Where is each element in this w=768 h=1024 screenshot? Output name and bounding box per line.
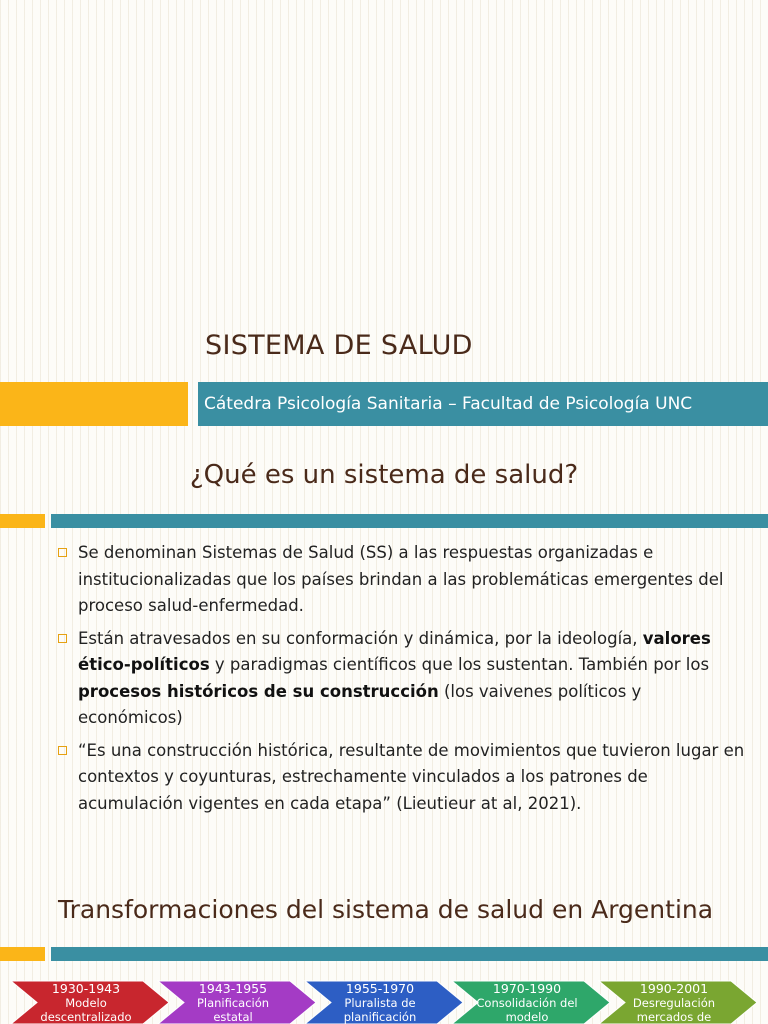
timeline-period: 1955-1970: [345, 981, 415, 996]
bullet-text-bold: procesos históricos de su construcción: [78, 681, 439, 701]
timeline-period: 1970-1990: [492, 981, 562, 996]
timeline-stage: [29, 981, 143, 1024]
timeline-label: Modelo descentralizado: [40, 996, 132, 1024]
bullet-list: [56, 540, 746, 823]
accent-strip-teal: [51, 514, 768, 528]
accent-bar-yellow: [0, 382, 188, 426]
timeline-label: Desregulación mercados de: [632, 996, 716, 1024]
timeline-stage: [323, 981, 437, 1024]
bullet-text: (los vaivenes políticos y económicos): [78, 681, 642, 727]
presentation-subtitle: Cátedra Psicología Sanitaria – Facultad de Psicología UNC: [204, 394, 693, 414]
bullet-text: “Es una construcción histórica, resultante de movimientos que tuvieron lugar en contextos y coyunturas, estrechamente vinculados a los patrones de acumulación vigentes en cada etapa” (Lieutieur at al, 2021).: [78, 740, 745, 813]
bullet-square-icon: [58, 634, 67, 643]
timeline-slide: [0, 865, 768, 1024]
timeline-label: Consolidación del modelo: [476, 996, 578, 1024]
slide-title: ¿Qué es un sistema de salud?: [189, 460, 579, 490]
bullet-text: Se denominan Sistemas de Salud (SS) a las respuestas organizadas e institucionalizadas que los países brindan a las problemáticas emergentes del proceso salud-enfermedad.: [78, 543, 724, 615]
timeline-label: Pluralista de planificación: [343, 996, 417, 1024]
presentation-title: SISTEMA DE SALUD: [205, 330, 473, 361]
bullet-square-icon: [58, 746, 67, 755]
timeline-label: Planificación estatal: [196, 996, 270, 1024]
bullet-item: [56, 738, 746, 818]
accent-strip-yellow: [0, 514, 45, 528]
bullet-text: Están atravesados en su conformación y dinámica, por la ideología,: [78, 628, 643, 648]
bullet-text: y paradigmas científicos que los sustentan. También por los: [209, 655, 710, 674]
timeline-stage: [470, 981, 584, 1024]
definition-slide: [0, 440, 768, 865]
bullet-item: [56, 626, 746, 732]
timeline-stage: [176, 981, 290, 1024]
timeline: [0, 865, 768, 1024]
subtitle-bar: [198, 382, 768, 426]
timeline-period: 1943-1955: [198, 981, 268, 996]
timeline-period: 1990-2001: [639, 981, 709, 996]
bullet-text-bold: valores ético-políticos: [78, 628, 711, 674]
timeline-stage: [617, 981, 731, 1024]
bullet-item: [56, 540, 746, 620]
bullet-square-icon: [58, 548, 67, 557]
slide-title: Transformaciones del sistema de salud en Argentina: [58, 895, 714, 924]
timeline-period: 1930-1943: [51, 981, 121, 996]
title-slide: [0, 0, 768, 440]
